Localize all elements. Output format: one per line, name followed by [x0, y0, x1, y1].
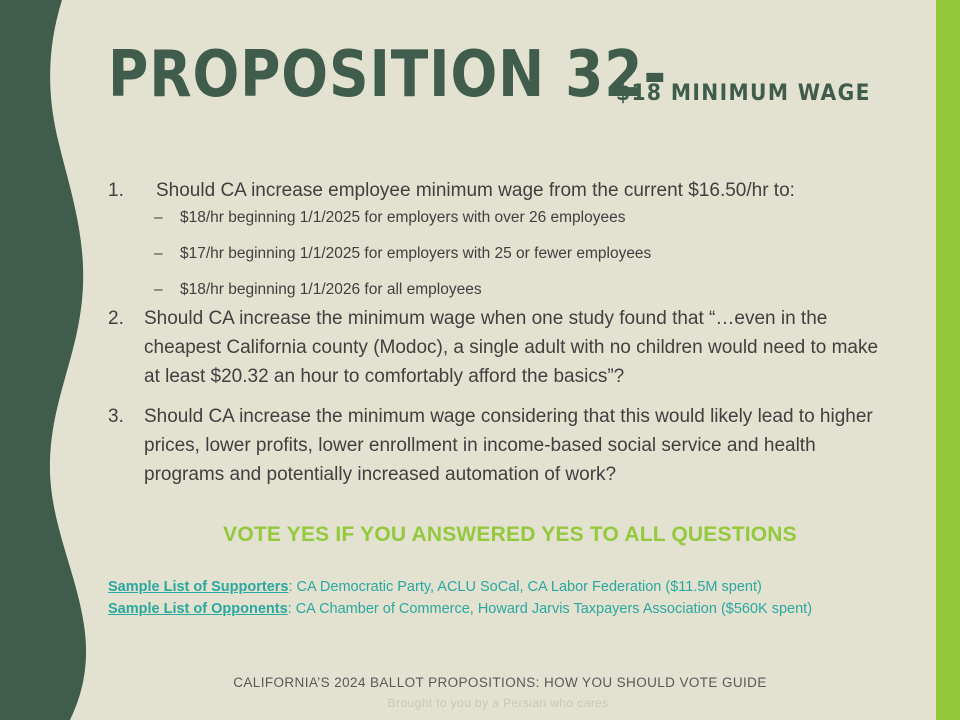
right-accent-strip [936, 0, 960, 720]
question-number: 2. [108, 308, 124, 329]
supporters-text: : CA Democratic Party, ACLU SoCal, CA Labor Federation ($11.5M spent) [288, 579, 762, 595]
footer-tagline: Brought to you by a Persian who cares. [387, 696, 613, 710]
sub-item [154, 208, 898, 228]
supporters-link[interactable]: Sample List of Supporters [108, 579, 289, 595]
footer-guide-title: CALIFORNIA’S 2024 BALLOT PROPOSITIONS: HOW YOU SHOULD VOTE GUIDE [233, 675, 767, 690]
supporters-line [108, 576, 878, 598]
sub-item-text: $18/hr beginning 1/1/2025 for employers with over 26 employees [180, 209, 626, 226]
sub-item [154, 280, 898, 300]
question-1-subitems [108, 208, 898, 300]
title-main: PROPOSITION 32- [108, 38, 668, 112]
opponents-line [108, 598, 878, 620]
question-2 [108, 304, 898, 391]
dash-bullet: – [154, 281, 163, 298]
sub-item-text: $17/hr beginning 1/1/2025 for employers with 25 or fewer employees [180, 245, 652, 262]
question-list [108, 176, 898, 489]
question-text: Should CA increase the minimum wage considering that this would likely lead to higher prices, lower profits, lower enrollment in income-based social service and health programs and potentially increased automation of work? [144, 406, 873, 485]
question-1 [108, 176, 898, 205]
question-text: Should CA increase employee minimum wage from the current $16.50/hr to: [156, 180, 795, 201]
dash-bullet: – [154, 245, 163, 262]
opponents-link[interactable]: Sample List of Opponents [108, 601, 288, 617]
question-3 [108, 402, 898, 489]
supporters-opponents [108, 576, 878, 620]
slide-title [108, 38, 908, 112]
sub-item-text: $18/hr beginning 1/1/2026 for all employees [180, 281, 482, 298]
question-number: 1. [108, 180, 124, 201]
sub-item [154, 244, 898, 264]
dash-bullet: – [154, 209, 163, 226]
title-subtitle: $18 MINIMUM WAGE [616, 81, 871, 106]
opponents-text: : CA Chamber of Commerce, Howard Jarvis Taxpayers Association ($560K spent) [287, 601, 813, 617]
vote-recommendation: VOTE YES IF YOU ANSWERED YES TO ALL QUESTIONS [223, 523, 797, 546]
question-text: Should CA increase the minimum wage when one study found that “…even in the cheapest California county (Modoc), a single adult with no children would need to make at least $20.32 an hour to comfortably afford the basics”? [144, 308, 879, 387]
question-number: 3. [108, 406, 124, 427]
left-wave-decoration [0, 0, 90, 720]
